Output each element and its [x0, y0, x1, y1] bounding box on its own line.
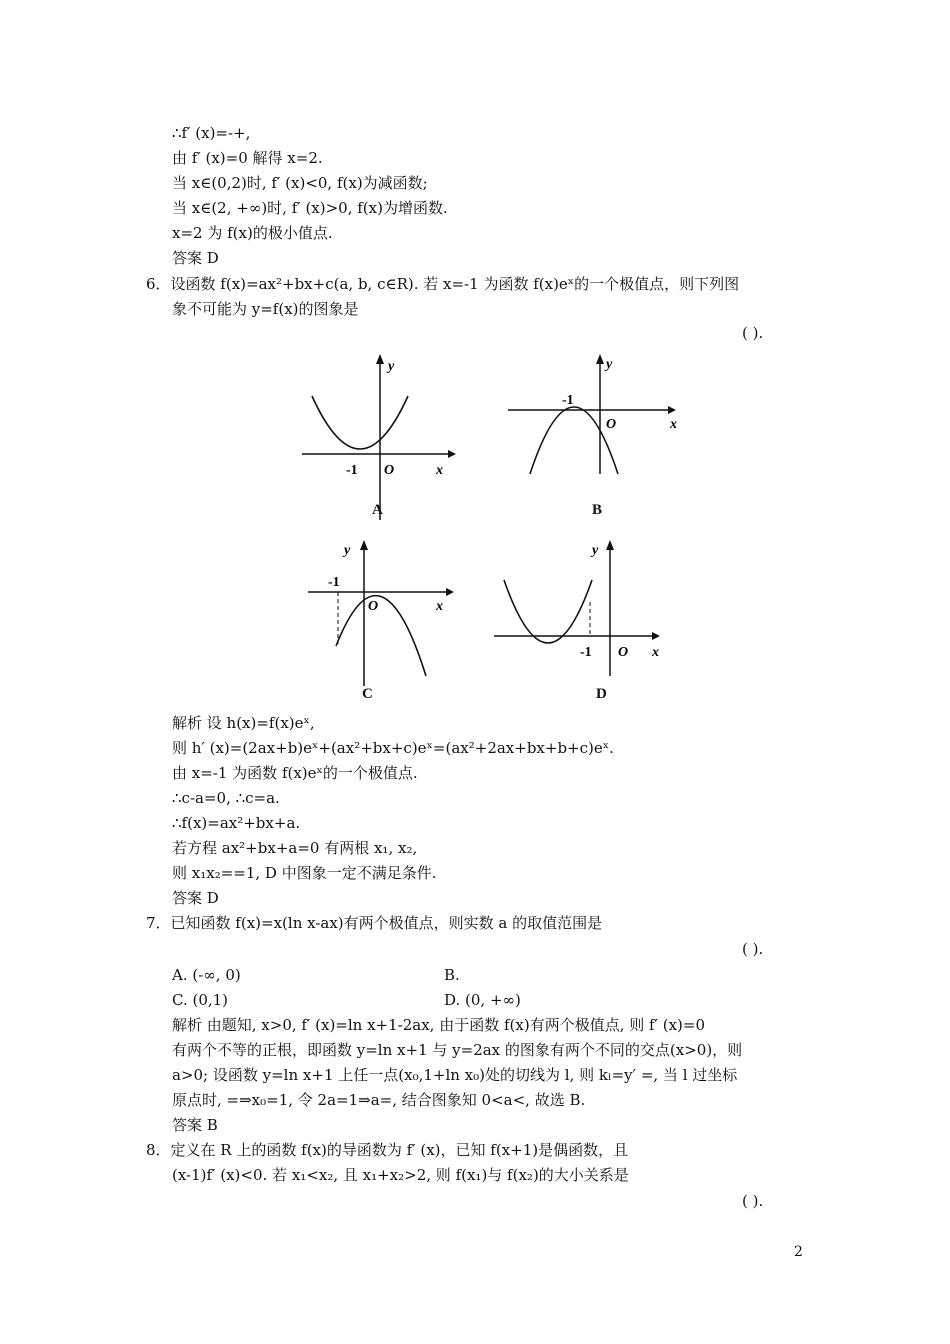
- option-a: A. (-∞, 0): [172, 966, 241, 984]
- answer-line: 答案 B: [172, 1116, 218, 1134]
- text-line: 则 x₁x₂==1, D 中图象一定不满足条件.: [172, 864, 437, 882]
- origin-label: O: [368, 599, 379, 614]
- text-line: ∴f′ (x)=-+,: [172, 124, 251, 142]
- text-line: 有两个不等的正根，即函数 y=ln x+1 与 y=2ax 的图象有两个不同的交点(x>0)，则: [172, 1041, 743, 1059]
- text-line: 解析 由题知, x>0, f′ (x)=ln x+1-2ax, 由于函数 f(x)有两个极值点, 则 f′ (x)=0: [172, 1016, 706, 1034]
- question-8-line-2: (x-1)f′ (x)<0. 若 x₁<x₂, 且 x₁+x₂>2, 则 f(x₁)与 f(x₂)的大小关系是: [172, 1166, 629, 1184]
- figure-a: [298, 352, 460, 522]
- option-b: B.: [444, 966, 460, 984]
- answer-paren-q7: ( ).: [742, 940, 764, 958]
- option-d: D. (0, +∞): [444, 991, 521, 1009]
- answer-paren-q6: ( ).: [742, 324, 764, 342]
- text-line: 则 h′ (x)=(2ax+b)eˣ+(ax²+bx+c)eˣ=(ax²+2ax+bx+b+c)eˣ.: [172, 739, 614, 757]
- origin-label: O: [384, 463, 395, 478]
- text-line: 由 f′ (x)=0 解得 x=2.: [172, 149, 323, 167]
- figure-label: C: [362, 686, 373, 702]
- origin-label: O: [618, 645, 629, 660]
- tick-label: -1: [346, 463, 358, 478]
- text-line: 当 x∈(0,2)时, f′ (x)<0, f(x)为减函数;: [172, 174, 428, 192]
- tick-label: -1: [562, 393, 574, 408]
- text-line: a>0; 设函数 y=ln x+1 上任一点(x₀,1+ln x₀)处的切线为 l, 则 kₗ=y′ =, 当 l 过坐标: [172, 1066, 738, 1084]
- tick-label: -1: [580, 645, 592, 660]
- figure-b: [502, 350, 692, 520]
- y-axis-label: y: [592, 543, 599, 558]
- x-axis-label: x: [670, 417, 677, 432]
- text-line: ∴c-a=0, ∴c=a.: [172, 789, 280, 807]
- x-axis-label: x: [652, 645, 659, 660]
- figure-label: D: [596, 686, 607, 702]
- text-line: 当 x∈(2, +∞)时, f′ (x)>0, f(x)为增函数.: [172, 199, 448, 217]
- figure-c: [306, 536, 466, 706]
- text-line: 由 x=-1 为函数 f(x)eˣ的一个极值点.: [172, 764, 418, 782]
- page-number: 2: [794, 1244, 803, 1260]
- question-8-line-1: 8．定义在 R 上的函数 f(x)的导函数为 f′ (x)，已知 f(x+1)是偶函数，且: [146, 1141, 629, 1159]
- x-axis-label: x: [436, 599, 443, 614]
- text-line: 若方程 ax²+bx+a=0 有两根 x₁, x₂,: [172, 839, 418, 857]
- question-6-line-2: 象不可能为 y=f(x)的图象是: [172, 300, 359, 318]
- answer-paren-q8: ( ).: [742, 1192, 764, 1210]
- y-axis-label: y: [344, 543, 351, 558]
- option-c: C. (0,1): [172, 991, 229, 1009]
- tick-label: -1: [328, 575, 340, 590]
- figure-label: A: [372, 502, 383, 518]
- text-line: 解析 设 h(x)=f(x)eˣ,: [172, 714, 315, 732]
- figure-d: [490, 536, 670, 706]
- text-line: 原点时, =⇒x₀=1, 令 2a=1⇒a=, 结合图象知 0<a<, 故选 B.: [172, 1091, 586, 1109]
- origin-label: O: [606, 417, 617, 432]
- figure-label: B: [592, 502, 603, 518]
- y-axis-label: y: [388, 359, 395, 374]
- y-axis-label: y: [606, 357, 613, 372]
- question-7: 7．已知函数 f(x)=x(ln x-ax)有两个极值点，则实数 a 的取值范围是: [146, 914, 603, 932]
- answer-line: 答案 D: [172, 249, 219, 267]
- answer-line: 答案 D: [172, 889, 219, 907]
- text-line: x=2 为 f(x)的极小值点.: [172, 224, 333, 242]
- text-line: ∴f(x)=ax²+bx+a.: [172, 814, 301, 832]
- question-6-line-1: 6．设函数 f(x)=ax²+bx+c(a, b, c∈R). 若 x=-1 为函数 f(x)eˣ的一个极值点，则下列图: [146, 275, 740, 293]
- x-axis-label: x: [436, 463, 443, 478]
